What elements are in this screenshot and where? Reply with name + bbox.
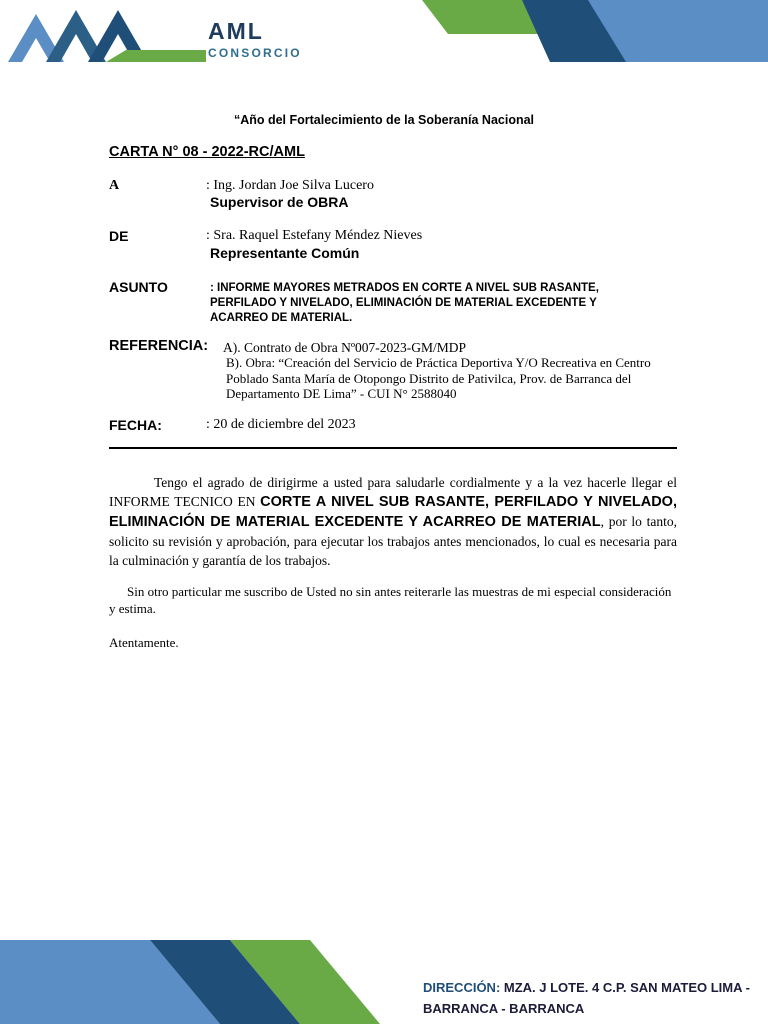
to-name: : Ing. Jordan Joe Silva Lucero — [206, 178, 374, 193]
from-label: DE — [109, 228, 129, 244]
body-rest: , por lo tanto, solicito su revisión y aprobación, para ejecutar los trabajos antes mencionados, lo cual es necesaria para la culminación y garantía de los trabajos. — [109, 514, 677, 568]
second-paragraph — [109, 583, 677, 617]
body-bold-subject: CORTE A NIVEL SUB RASANTE, PERFILADO Y NIVELADO, ELIMINACIÓN DE MATERIAL EXCEDENTE Y ACARREO DE MATERIAL — [109, 494, 677, 530]
subject-label: ASUNTO — [109, 279, 168, 295]
reference-b: B). Obra: “Creación del Servicio de Práctica Deportiva Y/O Recreativa en Centro Poblado Santa María de Otopongo Distrito de Pativilca, Prov. de Barranca del Departamento DE Lima” - CUI N° 2588040 — [226, 355, 651, 401]
footer-address-label: DIRECCIÓN: — [423, 980, 501, 995]
footer-address-text: MZA. J LOTE. 4 C.P. SAN MATEO LIMA - BARRANCA - BARRANCA — [423, 980, 750, 1016]
letter-number: CARTA N° 08 - 2022-RC/AML — [109, 144, 305, 160]
logo-name: AML — [208, 18, 264, 44]
second-text: Sin otro particular me suscribo de Usted no sin antes reiterarle las muestras de mi especial consideración y estima. — [109, 584, 672, 616]
body-intro: Tengo el agrado de dirigirme a usted para saludarle cordialmente y a la vez hacerle llegar el INFORME TECNICO EN — [109, 475, 677, 509]
footer-decoration — [0, 940, 410, 1024]
body-paragraph — [109, 473, 677, 570]
closing: Atentamente. — [109, 635, 179, 650]
divider — [109, 447, 677, 449]
to-label: A — [109, 178, 120, 193]
footer-address — [423, 977, 763, 1019]
reference-label: REFERENCIA: — [109, 338, 209, 354]
reference-a: A). Contrato de Obra Nº007-2023-GM/MDP — [223, 340, 467, 355]
company-logo-mark — [6, 4, 206, 66]
date-value: : 20 de diciembre del 2023 — [206, 417, 356, 432]
date-label: FECHA: — [109, 417, 162, 433]
from-name: : Sra. Raquel Estefany Méndez Nieves — [206, 228, 423, 243]
subject-text: : INFORME MAYORES METRADOS EN CORTE A NIVEL SUB RASANTE, PERFILADO Y NIVELADO, ELIMINACIÓN DE MATERIAL EXCEDENTE Y ACARREO DE MATERIAL. — [210, 282, 599, 324]
to-role: Supervisor de OBRA — [210, 194, 349, 210]
logo-subtitle: CONSORCIO — [208, 46, 302, 60]
header-decoration — [400, 0, 768, 62]
motto: “Año del Fortalecimiento de la Soberanía Nacional — [233, 113, 535, 127]
from-role: Representante Común — [210, 245, 360, 261]
